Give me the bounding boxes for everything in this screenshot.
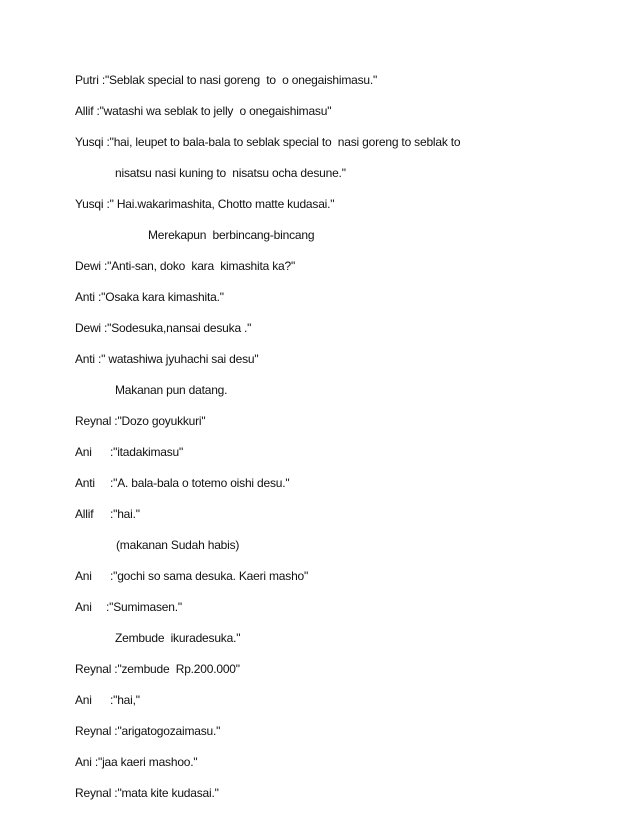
line-text: Makanan pun datang. xyxy=(115,383,228,397)
speaker: Ani xyxy=(75,445,92,459)
speaker: Dewi xyxy=(75,259,101,273)
line-text: "arigatogozaimasu." xyxy=(117,724,221,738)
speaker: Ani xyxy=(75,569,92,583)
separator: : xyxy=(91,755,99,769)
line-text: Zembude ikuradesuka." xyxy=(115,631,241,645)
dialogue-line-10 xyxy=(75,352,258,366)
line-text: :"hai," xyxy=(110,693,140,707)
line-text: :"itadakimasu" xyxy=(110,445,184,459)
speaker: Putri xyxy=(75,73,99,87)
separator: : xyxy=(111,662,118,676)
dialogue-line-8 xyxy=(75,290,224,304)
separator: : xyxy=(100,321,108,335)
line-text: "Dozo goyukkuri" xyxy=(117,414,206,428)
separator: : xyxy=(100,259,108,273)
dialogue-line-11 xyxy=(115,383,227,397)
separator: : xyxy=(111,724,118,738)
dialogue-line-15 xyxy=(75,507,140,521)
dialogue-line-23 xyxy=(75,755,197,769)
dialogue-line-4 xyxy=(115,166,346,180)
line-text: "jaa kaeri mashoo." xyxy=(98,755,198,769)
dialogue-line-1 xyxy=(75,73,377,87)
speaker: Reynal xyxy=(75,414,112,428)
separator: : xyxy=(98,73,105,87)
separator: : xyxy=(111,414,118,428)
speaker: Dewi xyxy=(75,321,101,335)
speaker: Ani xyxy=(75,600,92,614)
line-text: "Seblak special to nasi goreng to o onegaishimasu." xyxy=(104,73,378,87)
line-text: "Osaka kara kimashita." xyxy=(101,290,224,304)
speaker: Reynal xyxy=(75,662,112,676)
line-text: "Sodesuka,nansai desuka ." xyxy=(107,321,252,335)
separator: : xyxy=(103,135,110,149)
line-text: :"Sumimasen." xyxy=(106,600,182,614)
dialogue-line-22 xyxy=(75,724,220,738)
dialogue-line-24 xyxy=(75,786,219,800)
dialogue-line-21 xyxy=(75,693,140,707)
speaker: Ani xyxy=(75,755,92,769)
separator: : xyxy=(94,352,102,366)
speaker: Anti xyxy=(75,290,95,304)
dialogue-line-2 xyxy=(75,104,331,118)
dialogue-line-17 xyxy=(75,569,308,583)
line-text: "zembude Rp.200.000" xyxy=(117,662,240,676)
speaker: Allif xyxy=(75,104,94,118)
dialogue-line-6 xyxy=(148,228,314,242)
line-text: " watashiwa jyuhachi sai desu" xyxy=(101,352,259,366)
line-text: :"A. bala-bala o totemo oishi desu." xyxy=(110,476,290,490)
dialogue-line-3 xyxy=(75,135,460,149)
dialogue-line-9 xyxy=(75,321,251,335)
line-text: :"gochi so sama desuka. Kaeri masho" xyxy=(110,569,309,583)
speaker: Yusqi xyxy=(75,197,104,211)
line-text: "watashi wa seblak to jelly o onegaishimasu" xyxy=(99,104,332,118)
speaker: Anti xyxy=(75,476,95,490)
speaker: Yusqi xyxy=(75,135,104,149)
separator: : xyxy=(103,197,110,211)
line-text: " Hai.wakarimashita, Chotto matte kudasai." xyxy=(109,197,335,211)
speaker: Reynal xyxy=(75,786,112,800)
separator: : xyxy=(94,290,102,304)
line-text: :"hai." xyxy=(110,507,140,521)
line-text: "mata kite kudasai." xyxy=(117,786,219,800)
speaker: Reynal xyxy=(75,724,112,738)
dialogue-line-14 xyxy=(75,476,289,490)
dialogue-line-19 xyxy=(115,631,240,645)
dialogue-line-5 xyxy=(75,197,334,211)
line-text: Merekapun berbincang-bincang xyxy=(148,228,315,242)
line-text: (makanan Sudah habis) xyxy=(116,538,240,552)
speaker: Ani xyxy=(75,693,92,707)
line-text: nisatsu nasi kuning to nisatsu ocha desune." xyxy=(115,166,346,180)
dialogue-line-12 xyxy=(75,414,205,428)
speaker: Allif xyxy=(75,507,94,521)
speaker: Anti xyxy=(75,352,95,366)
dialogue-line-7 xyxy=(75,259,295,273)
dialogue-line-18 xyxy=(75,600,182,614)
separator: : xyxy=(111,786,118,800)
dialogue-line-20 xyxy=(75,662,240,676)
dialogue-line-13 xyxy=(75,445,183,459)
line-text: "Anti-san, doko kara kimashita ka?" xyxy=(107,259,296,273)
dialogue-line-16 xyxy=(116,538,239,552)
separator: : xyxy=(93,104,100,118)
line-text: "hai, leupet to bala-bala to seblak special to nasi goreng to seblak to xyxy=(109,135,461,149)
